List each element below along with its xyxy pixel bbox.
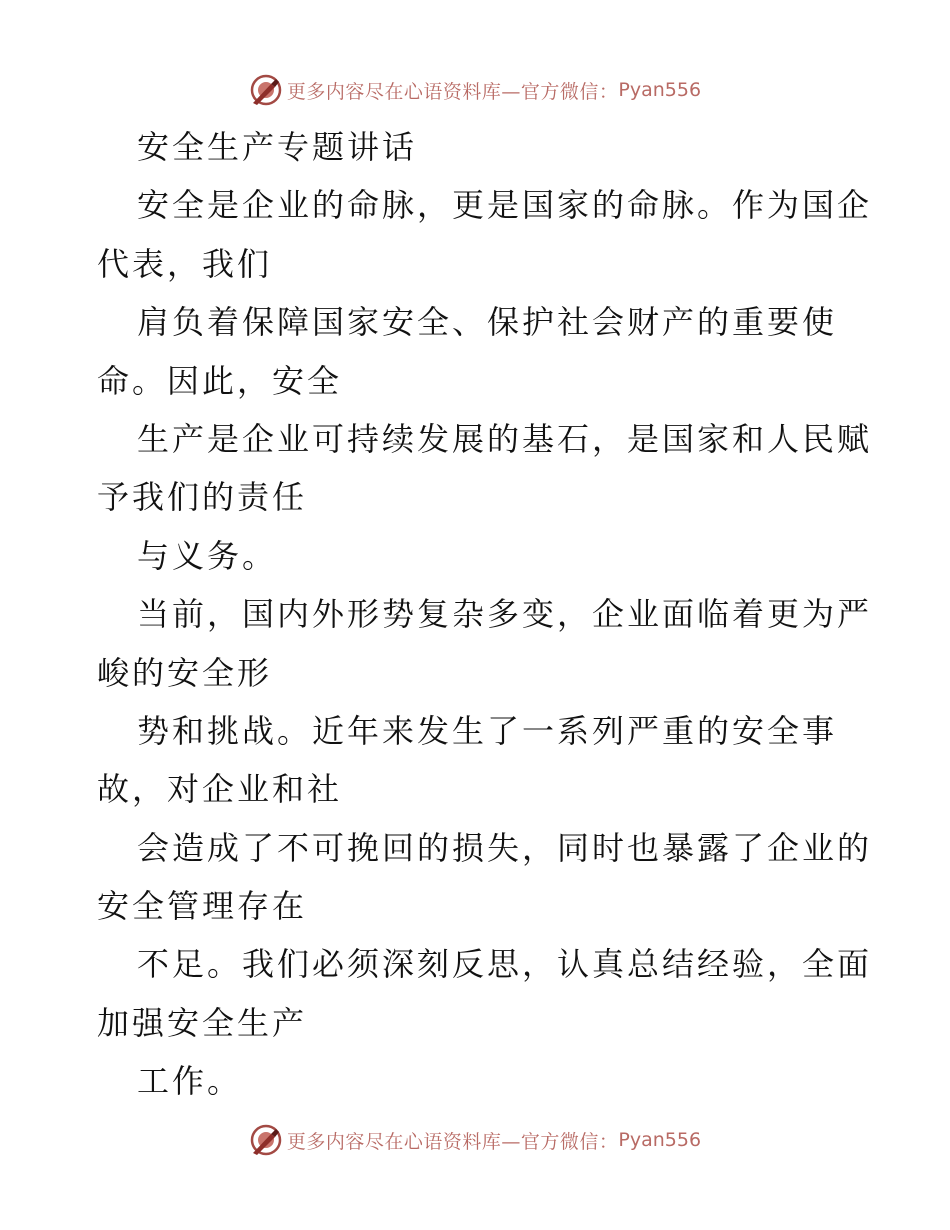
text-line: 故，对企业和社	[97, 770, 343, 809]
watermark-wechat-id: Pyan556	[618, 1129, 702, 1151]
text-line: 代表，我们	[97, 244, 273, 283]
text-line: 生产是企业可持续发展的基石，是国家和人民赋	[137, 419, 873, 458]
text-line: 安全是企业的命脉，更是国家的命脉。作为国企	[137, 186, 873, 225]
watermark-text: 更多内容尽在心语资料库—官方微信：	[286, 80, 619, 103]
text-line: 不足。我们必须深刻反思，认真总结经验，全面	[137, 945, 873, 984]
text-line: 峻的安全形	[97, 653, 273, 692]
text-line: 势和挑战。近年来发生了一系列严重的安全事	[137, 711, 838, 750]
pen-logo-icon	[249, 73, 283, 107]
document-title: 安全生产专题讲话	[137, 128, 418, 166]
text-line: 当前，国内外形势复杂多变，企业面临着更为严	[137, 595, 873, 634]
document-body	[97, 118, 873, 1111]
text-line: 命。因此，安全	[97, 361, 343, 400]
text-line: 会造成了不可挽回的损失，同时也暴露了企业的	[137, 828, 873, 867]
text-line: 安全管理存在	[97, 887, 308, 926]
watermark-wechat-id: Pyan556	[618, 79, 702, 101]
text-line: 与义务。	[137, 536, 278, 575]
text-line: 肩负着保障国家安全、保护社会财产的重要使	[137, 303, 838, 342]
text-line: 工作。	[137, 1062, 243, 1101]
pen-logo-icon	[249, 1123, 283, 1157]
text-line: 予我们的责任	[97, 478, 308, 517]
watermark-text: 更多内容尽在心语资料库—官方微信：	[286, 1130, 619, 1153]
footer-watermark	[0, 1120, 950, 1160]
text-line: 加强安全生产	[97, 1003, 308, 1042]
header-watermark	[0, 70, 950, 110]
